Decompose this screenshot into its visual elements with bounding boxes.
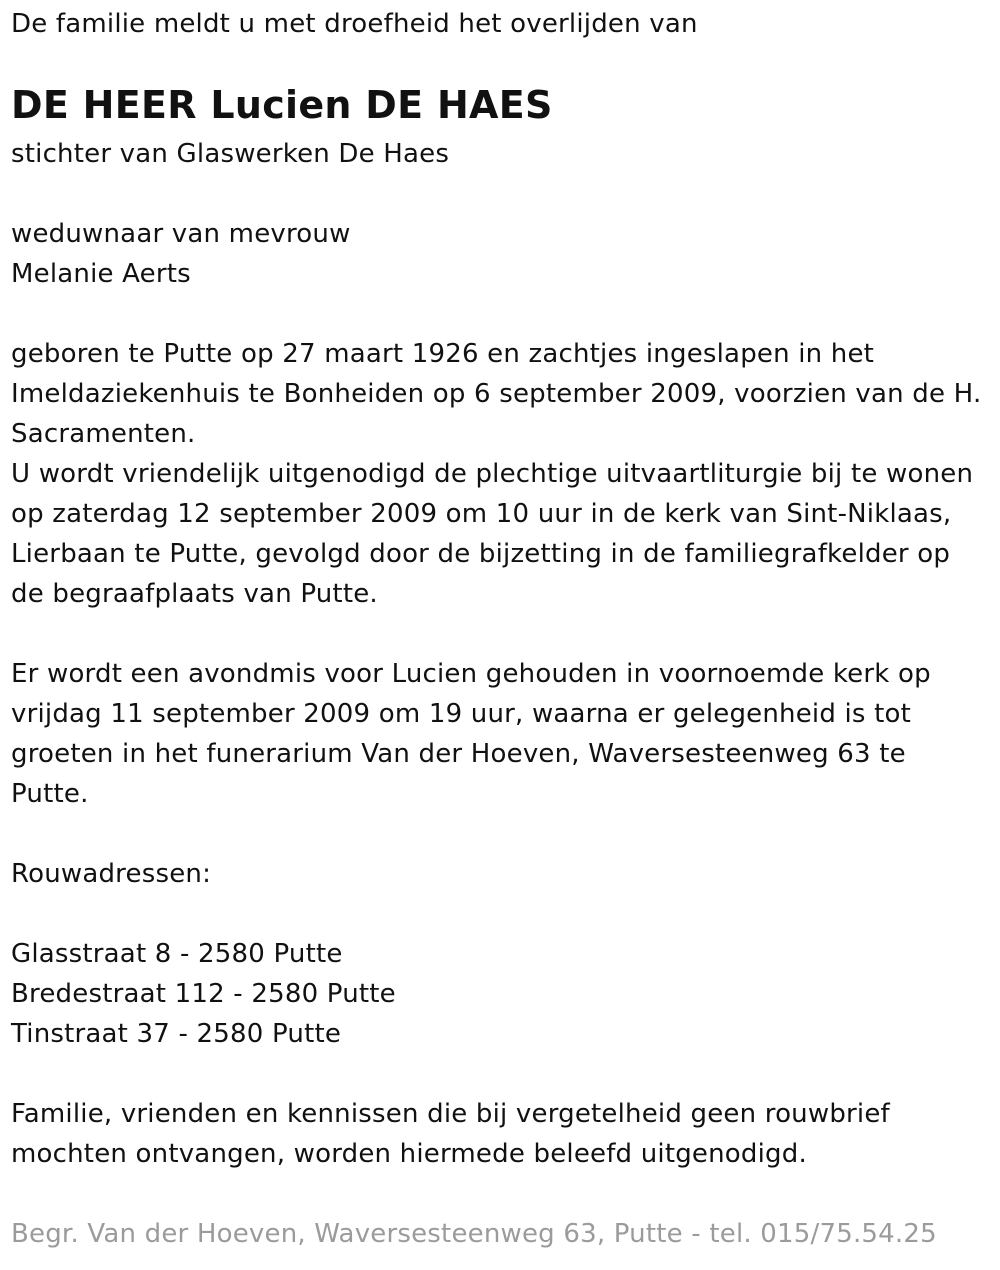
condolence-heading: Rouwadressen: xyxy=(11,859,212,889)
funeral-text-line: Imeldaziekenhuis te Bonheiden op 6 september 2009, voorzien van de H. xyxy=(11,379,982,409)
deceased-name: DE HEER Lucien DE HAES xyxy=(11,83,553,127)
funeral-text-line: U wordt vriendelijk uitgenodigd de plechtige uitvaartliturgie bij te wonen xyxy=(11,459,974,489)
spouse-line: weduwnaar van mevrouw xyxy=(11,219,351,249)
funeral-text-line: geboren te Putte op 27 maart 1926 en zachtjes ingeslapen in het xyxy=(11,339,875,369)
condolence-address: Glasstraat 8 - 2580 Putte xyxy=(11,939,343,969)
intro-text: De familie meldt u met droefheid het overlijden van xyxy=(11,9,698,39)
funeral-home-footer: Begr. Van der Hoeven, Waversesteenweg 63, Putte - tel. 015/75.54.25 xyxy=(11,1219,937,1249)
condolence-address: Bredestraat 112 - 2580 Putte xyxy=(11,979,396,1009)
funeral-text-line: de begraafplaats van Putte. xyxy=(11,579,378,609)
funeral-text-line: Sacramenten. xyxy=(11,419,196,449)
deceased-title: stichter van Glaswerken De Haes xyxy=(11,139,450,169)
wake-text-line: Putte. xyxy=(11,779,89,809)
wake-text-line: groeten in het funerarium Van der Hoeven, Waversesteenweg 63 te xyxy=(11,739,906,769)
spouse-name: Melanie Aerts xyxy=(11,259,191,289)
funeral-text-line: op zaterdag 12 september 2009 om 10 uur in de kerk van Sint-Niklaas, xyxy=(11,499,952,529)
condolence-address: Tinstraat 37 - 2580 Putte xyxy=(11,1019,342,1049)
closing-text-line: mochten ontvangen, worden hiermede beleefd uitgenodigd. xyxy=(11,1139,807,1169)
wake-text-line: vrijdag 11 september 2009 om 19 uur, waarna er gelegenheid is tot xyxy=(11,699,912,729)
funeral-text-line: Lierbaan te Putte, gevolgd door de bijzetting in de familiegrafkelder op xyxy=(11,539,951,569)
closing-text-line: Familie, vrienden en kennissen die bij vergetelheid geen rouwbrief xyxy=(11,1099,890,1129)
wake-text-line: Er wordt een avondmis voor Lucien gehouden in voornoemde kerk op xyxy=(11,659,931,689)
